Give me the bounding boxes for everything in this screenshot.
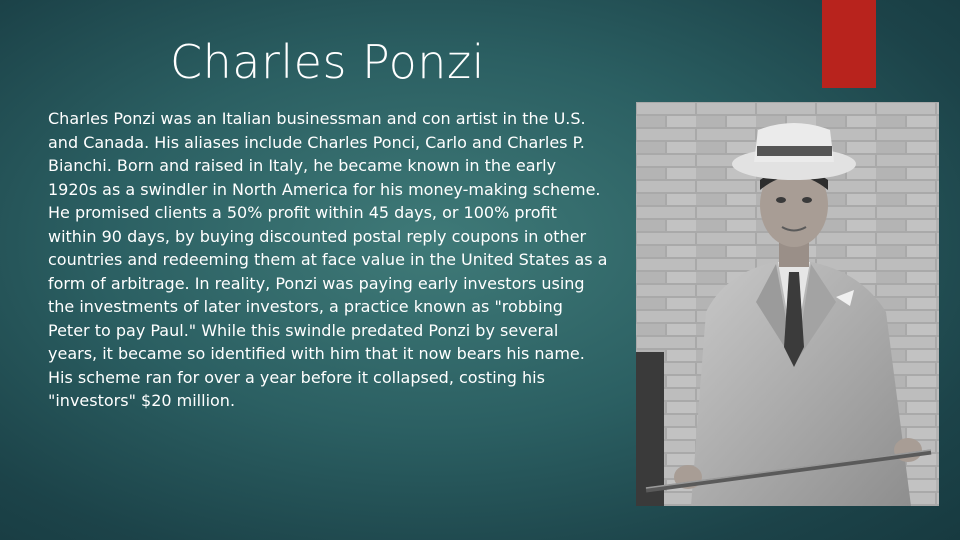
portrait-photo (636, 102, 939, 506)
slide-title: Charles Ponzi (170, 35, 485, 89)
portrait-photo-image (636, 102, 939, 506)
red-accent-bar (822, 0, 876, 88)
slide-body-text: Charles Ponzi was an Italian businessman and con artist in the U.S. and Canada. His aliases include Charles Ponci, Carlo and Charles P. Bianchi. Born and raised in Italy, he became known in the early 1920s as a swindler in North America for his money-making scheme. He promised clients a 50% profit within 45 days, or 100% profit within 90 days, by buying discounted postal reply coupons in other countries and redeeming them at face value in the United States as a form of arbitrage. In reality, Ponzi was paying early investors using the investments of later investors, a practice known as "robbing Peter to pay Paul." While this swindle predated Ponzi by several years, it became so identified with him that it now bears his name. His scheme ran for over a year before it collapsed, costing his "investors" $20 million. (48, 109, 608, 410)
